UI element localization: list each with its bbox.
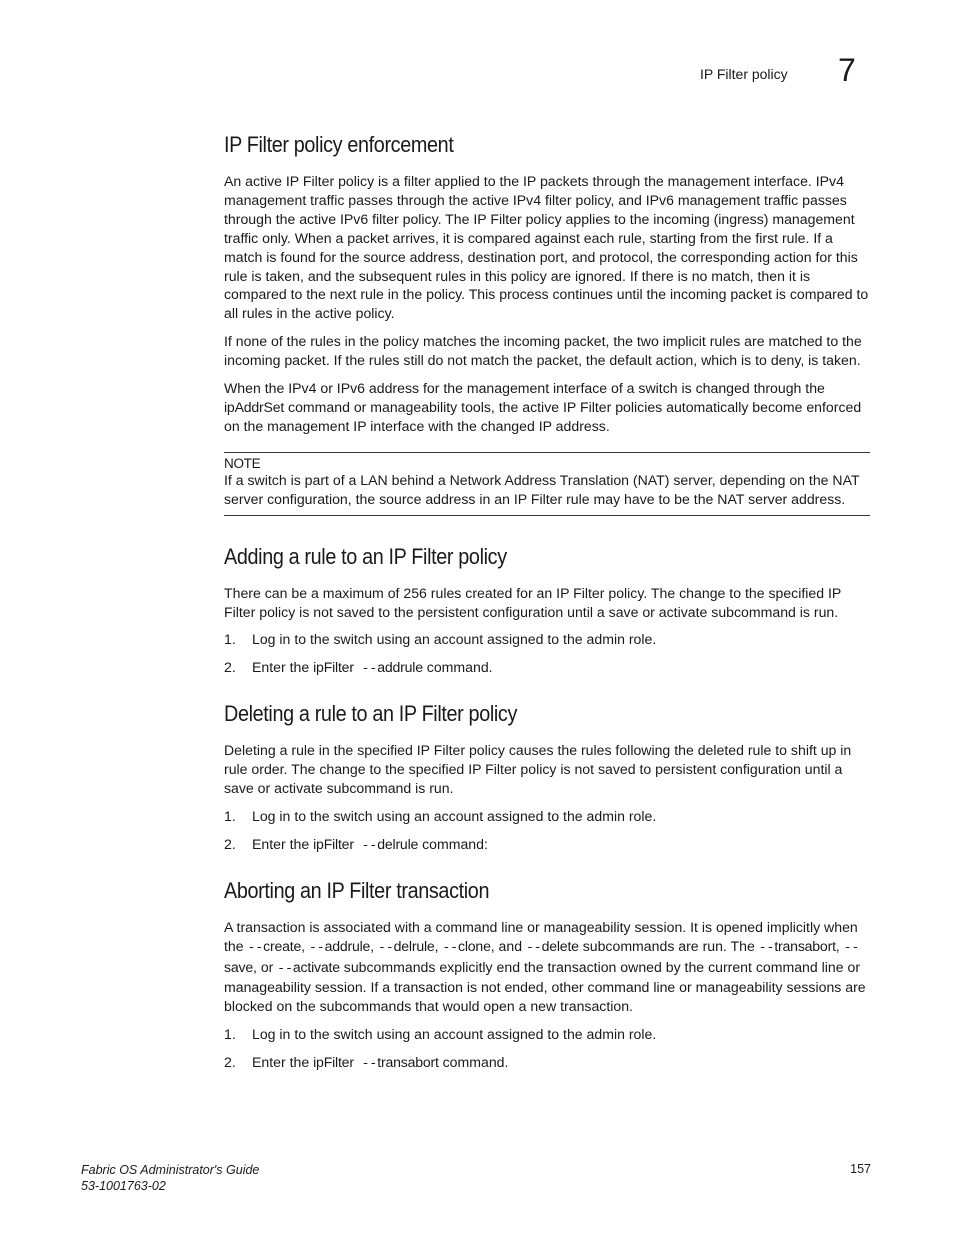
step-text: Log in to the switch using an account assigned to the admin role. — [252, 807, 657, 824]
step-number: 2. — [224, 835, 236, 852]
note-label: NOTE — [224, 455, 261, 471]
text-run: , and — [490, 937, 526, 954]
command-name: ipFilter — [313, 659, 354, 676]
command-name: ipAddrSet — [224, 398, 285, 415]
page-number: 157 — [850, 1162, 871, 1176]
step-number: 1. — [224, 1026, 236, 1043]
list-item — [224, 658, 870, 679]
section-heading: IP Filter policy enforcement — [224, 132, 454, 157]
text-run: command. — [438, 1054, 509, 1071]
step-number: 2. — [224, 659, 236, 676]
page-header — [0, 52, 954, 96]
option-dashes: -- — [353, 661, 378, 677]
note-text: If a switch is part of a LAN behind a Network Address Translation (NAT) server, depending on the NAT server configuration, the source address in an IP Filter rule may have to be the NAT server address. — [224, 471, 860, 507]
step-number: 2. — [224, 1054, 236, 1071]
paragraph — [224, 918, 870, 1017]
chapter-number: 7 — [838, 52, 856, 88]
option-dashes: -- — [843, 939, 860, 955]
command-option: delrule — [393, 937, 435, 954]
command-option: clone — [458, 937, 491, 954]
command-option: addrule — [377, 659, 423, 676]
paragraph: If none of the rules in the policy matches the incoming packet, the two implicit rules are matched to the incoming packet. If the rules still do not match the packet, the default action, which is to deny, is taken. — [224, 333, 862, 369]
text-run: Enter the — [252, 1054, 314, 1071]
text-run: , or — [252, 958, 278, 975]
section-aborting-transaction — [224, 878, 870, 1074]
list-item — [224, 1025, 870, 1044]
step-number: 1. — [224, 807, 236, 824]
command-option: transabort — [377, 1054, 439, 1071]
list-item — [224, 835, 870, 856]
text-run: command or manageability tools, the active IP Filter policies automatically become enforced on the management IP interface with the changed IP address. — [224, 398, 862, 434]
list-item — [224, 807, 870, 826]
command-option: delrule — [377, 835, 419, 852]
section-enforcement — [224, 132, 870, 516]
text-run: subcommands explicitly end the transaction owned by the current command line or manageability session. If a transaction is not ended, other command line or manageability sessions are blocked on the subcommands that would open a new transaction. — [224, 958, 866, 1015]
text-run: , — [835, 937, 844, 954]
text-run: subcommands are run. The — [578, 937, 759, 954]
note-box — [224, 452, 870, 516]
step-list — [224, 630, 870, 679]
page-footer — [81, 1162, 871, 1194]
paragraph — [224, 379, 870, 436]
text-run: A transaction is associated with a command line or manageability session. It is opened implicitly when the — [224, 918, 858, 954]
text-run: When the IPv4 or IPv6 address for the management interface of a switch is changed through the — [224, 380, 825, 397]
list-item — [224, 630, 870, 649]
option-dashes: -- — [758, 939, 775, 955]
step-list — [224, 807, 870, 856]
section-heading: Adding a rule to an IP Filter policy — [224, 543, 507, 569]
command-name: ipFilter — [313, 1054, 354, 1071]
text-run: Enter the — [252, 659, 314, 676]
text-run: Enter the — [252, 835, 314, 852]
command-option: activate — [292, 958, 340, 975]
option-dashes: -- — [378, 939, 394, 955]
step-text: Log in to the switch using an account assigned to the admin role. — [252, 631, 657, 648]
section-deleting-rule — [224, 701, 870, 856]
page-content — [224, 132, 870, 1096]
option-dashes: -- — [353, 1056, 378, 1072]
command-option: create — [263, 937, 302, 954]
document-number: 53-1001763-02 — [81, 1179, 166, 1193]
command-option: transabort — [774, 937, 836, 954]
text-run: , — [434, 937, 443, 954]
paragraph: There can be a maximum of 256 rules created for an IP Filter policy. The change to the specified IP Filter policy is not saved to the persistent configuration until a save or activate subcommand is run. — [224, 584, 842, 620]
running-header-title: IP Filter policy — [700, 66, 788, 82]
command-name: ipFilter — [313, 835, 354, 852]
text-run: command: — [418, 835, 488, 852]
paragraph: An active IP Filter policy is a filter applied to the IP packets through the management interface. IPv4 management traffic passes through the active IPv4 filter policy, and IPv6 management traffic passes through the active IPv6 filter policy. The IP Filter policy applies to the incoming (ingress) management traffic only. When a packet arrives, it is compared against each rule, starting from the first rule. If a match is found for the source address, destination port, and protocol, the corresponding action for this rule is taken, and the subsequent rules in this policy are ignored. If there is no match, then it is compared to the next rule in the policy. This process continues until the incoming packet is compared to all rules in the active policy. — [224, 173, 869, 322]
list-item — [224, 1053, 870, 1074]
book-title: Fabric OS Administrator's Guide — [81, 1163, 260, 1177]
command-option: delete — [541, 937, 579, 954]
option-dashes: -- — [277, 960, 293, 976]
step-list — [224, 1025, 870, 1074]
option-dashes: -- — [525, 939, 542, 955]
command-option: addrule — [324, 937, 371, 954]
step-number: 1. — [224, 631, 236, 648]
command-option: save — [224, 958, 253, 975]
option-dashes: -- — [308, 939, 325, 955]
text-run: , — [301, 937, 309, 954]
option-dashes: -- — [353, 837, 378, 853]
text-run: , — [370, 937, 379, 954]
option-dashes: -- — [247, 939, 264, 955]
paragraph: Deleting a rule in the specified IP Filter policy causes the rules following the deleted rule to shift up in rule order. The change to the specified IP Filter policy is not saved to persistent configuration until a save or activate subcommand is run. — [224, 742, 852, 797]
option-dashes: -- — [442, 939, 459, 955]
footer-left — [81, 1162, 871, 1194]
section-adding-rule — [224, 544, 870, 680]
section-heading: Deleting a rule to an IP Filter policy — [224, 701, 518, 727]
step-text: Log in to the switch using an account assigned to the admin role. — [252, 1026, 657, 1043]
section-heading: Aborting an IP Filter transaction — [224, 877, 490, 903]
text-run: command. — [422, 659, 493, 676]
